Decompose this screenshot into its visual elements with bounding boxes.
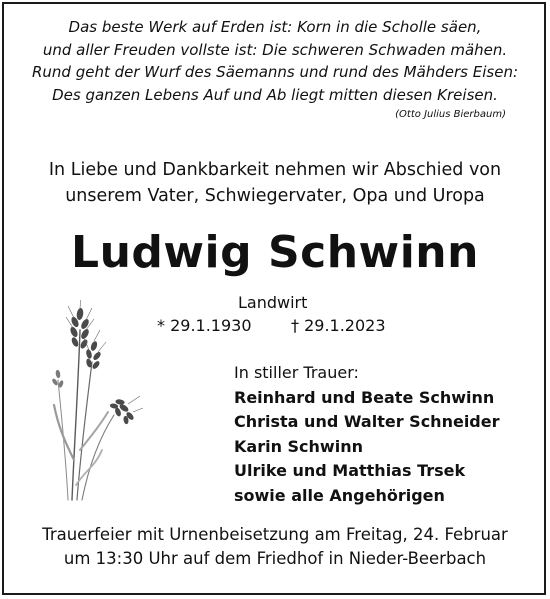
intro-line: In Liebe und Dankbarkeit nehmen wir Abschied von [48, 160, 502, 180]
birth-date: * 29.1.1930 [157, 316, 252, 335]
poem-line: Das beste Werk auf Erden ist: Korn in die Scholle säen, [68, 18, 482, 36]
mourner-name: Ulrike und Matthias Trsek [234, 461, 466, 480]
deceased-name: Ludwig Schwinn [71, 227, 479, 278]
poem [10, 16, 540, 106]
mourner-name: Christa und Walter Schneider [234, 412, 500, 431]
poem-attribution: (Otto Julius Bierbaum) [395, 109, 506, 120]
death-date: † 29.1.2023 [291, 316, 386, 335]
deceased-occupation: Landwirt [238, 293, 308, 312]
mourners-list [234, 361, 500, 508]
funeral-line: Trauerfeier mit Urnenbeisetzung am Freitag, 24. Februar [42, 525, 508, 544]
wheat-icon [44, 300, 144, 505]
mourner-name: sowie alle Angehörigen [234, 485, 445, 505]
mourner-name: Reinhard und Beate Schwinn [234, 387, 495, 407]
intro-text [10, 157, 540, 209]
funeral-line: um 13:30 Uhr auf dem Friedhof in Nieder-Beerbach [63, 548, 487, 568]
mourner-name: Karin Schwinn [234, 436, 363, 456]
poem-line: und aller Freuden vollste ist: Die schweren Schwaden mähen. [42, 40, 508, 59]
poem-line: Rund geht der Wurf des Säemanns und rund des Mähders Eisen: [31, 63, 519, 81]
mourners-heading: In stiller Trauer: [234, 363, 359, 382]
poem-line: Des ganzen Lebens Auf und Ab liegt mitten diesen Kreisen. [52, 85, 498, 104]
intro-line: unserem Vater, Schwiegervater, Opa und Uropa [65, 186, 485, 206]
funeral-details [10, 523, 540, 570]
